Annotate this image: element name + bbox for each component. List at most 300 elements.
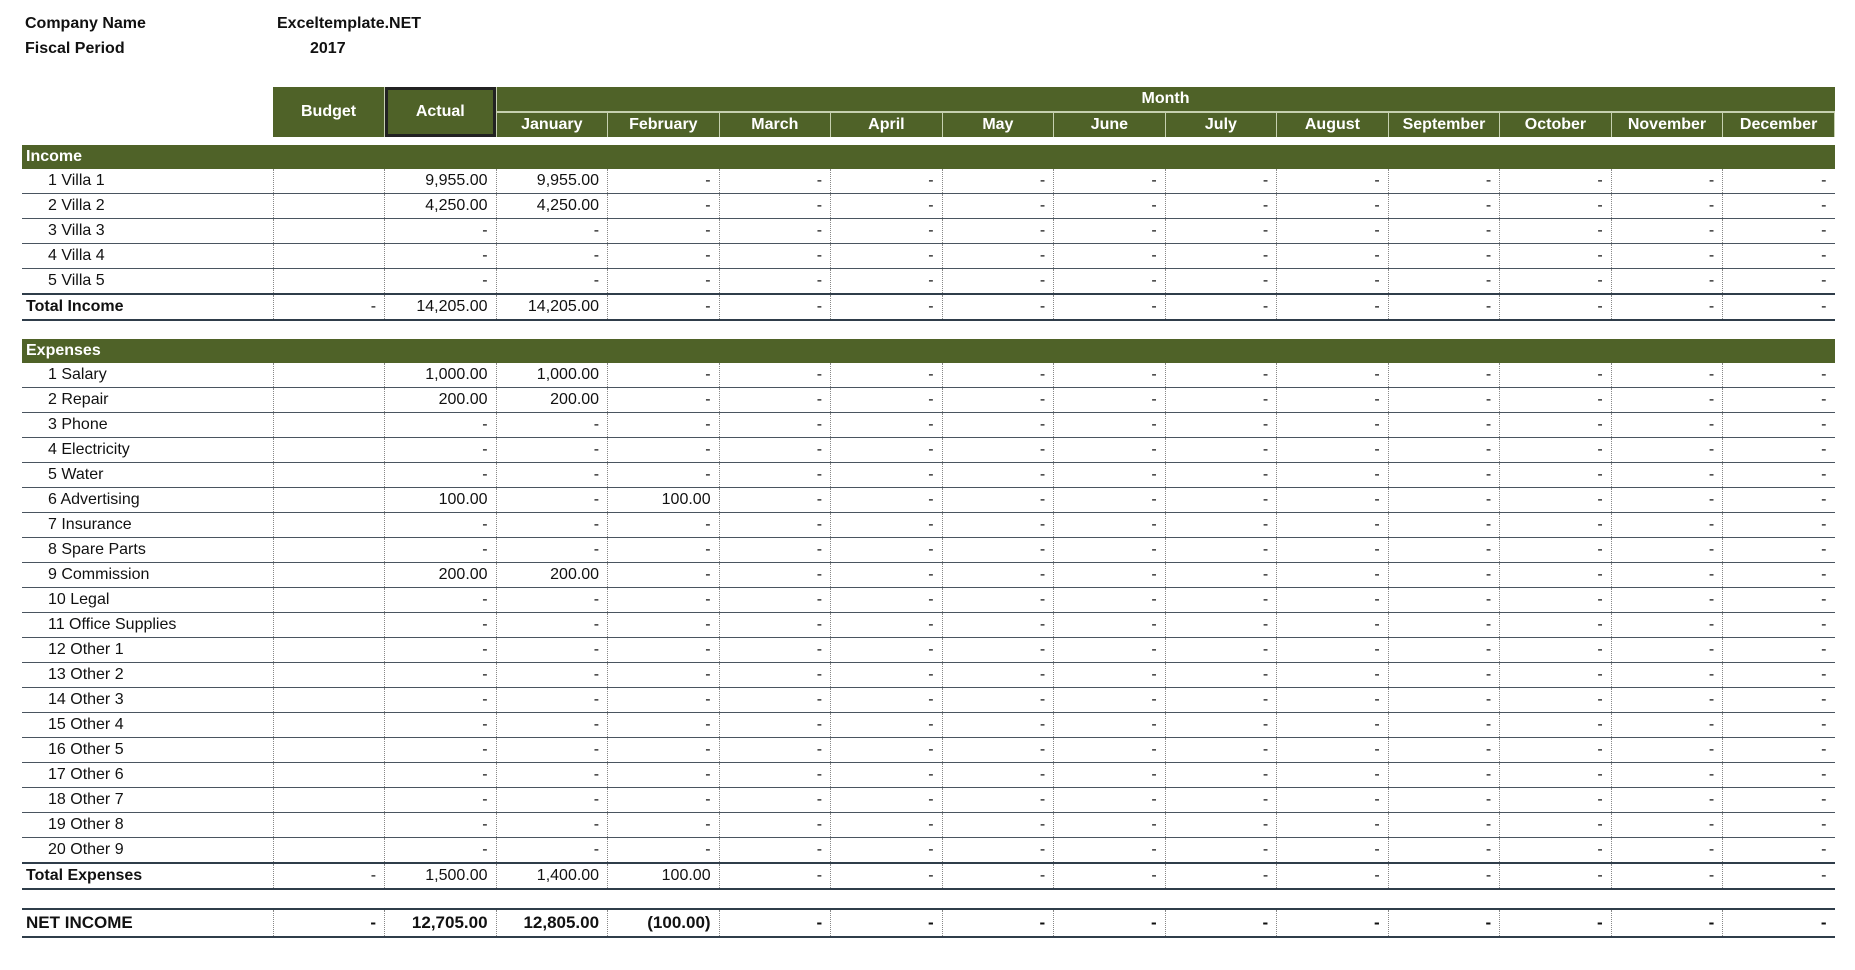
value-cell[interactable]: 1,000.00 bbox=[496, 363, 608, 388]
value-cell[interactable]: - bbox=[1054, 169, 1166, 194]
budget-header[interactable]: Budget bbox=[273, 87, 385, 137]
value-cell[interactable]: 100.00 bbox=[608, 488, 720, 513]
value-cell[interactable]: - bbox=[608, 169, 720, 194]
value-cell[interactable]: - bbox=[1611, 688, 1723, 713]
value-cell[interactable]: - bbox=[1723, 294, 1835, 320]
value-cell[interactable]: - bbox=[831, 269, 943, 295]
value-cell[interactable]: - bbox=[385, 269, 497, 295]
value-cell[interactable]: - bbox=[831, 713, 943, 738]
value-cell[interactable]: - bbox=[496, 788, 608, 813]
value-cell[interactable]: - bbox=[1277, 194, 1389, 219]
value-cell[interactable]: - bbox=[1500, 169, 1612, 194]
value-cell[interactable]: - bbox=[608, 363, 720, 388]
value-cell[interactable]: - bbox=[1611, 538, 1723, 563]
value-cell[interactable] bbox=[273, 713, 385, 738]
value-cell[interactable]: - bbox=[1388, 194, 1500, 219]
value-cell[interactable]: - bbox=[1723, 194, 1835, 219]
value-cell[interactable]: - bbox=[1723, 538, 1835, 563]
value-cell[interactable]: - bbox=[1277, 838, 1389, 864]
value-cell[interactable]: - bbox=[942, 663, 1054, 688]
value-cell[interactable]: - bbox=[1277, 563, 1389, 588]
month-header[interactable]: Month bbox=[496, 87, 1834, 112]
value-cell[interactable]: - bbox=[1500, 294, 1612, 320]
value-cell[interactable]: - bbox=[608, 294, 720, 320]
value-cell[interactable]: - bbox=[496, 713, 608, 738]
value-cell[interactable]: - bbox=[1054, 488, 1166, 513]
value-cell[interactable]: - bbox=[1723, 763, 1835, 788]
value-cell[interactable]: - bbox=[1723, 513, 1835, 538]
value-cell[interactable]: - bbox=[385, 513, 497, 538]
value-cell[interactable]: - bbox=[1165, 688, 1277, 713]
value-cell[interactable]: - bbox=[1611, 513, 1723, 538]
value-cell[interactable]: - bbox=[942, 563, 1054, 588]
company-name-value[interactable]: Exceltemplate.NET bbox=[277, 15, 422, 32]
value-cell[interactable]: - bbox=[1388, 713, 1500, 738]
value-cell[interactable]: 200.00 bbox=[496, 563, 608, 588]
value-cell[interactable]: - bbox=[719, 638, 831, 663]
value-cell[interactable]: - bbox=[385, 763, 497, 788]
value-cell[interactable]: - bbox=[1611, 788, 1723, 813]
value-cell[interactable] bbox=[273, 269, 385, 295]
value-cell[interactable]: - bbox=[1611, 663, 1723, 688]
month-header-october[interactable]: October bbox=[1500, 112, 1612, 137]
value-cell[interactable]: - bbox=[1388, 488, 1500, 513]
value-cell[interactable]: - bbox=[385, 219, 497, 244]
value-cell[interactable]: 4,250.00 bbox=[385, 194, 497, 219]
value-cell[interactable]: - bbox=[719, 563, 831, 588]
value-cell[interactable] bbox=[273, 169, 385, 194]
value-cell[interactable]: - bbox=[608, 413, 720, 438]
value-cell[interactable]: - bbox=[1388, 813, 1500, 838]
value-cell[interactable]: - bbox=[1611, 588, 1723, 613]
value-cell[interactable]: - bbox=[608, 788, 720, 813]
value-cell[interactable] bbox=[273, 763, 385, 788]
value-cell[interactable]: - bbox=[1054, 638, 1166, 663]
value-cell[interactable] bbox=[273, 688, 385, 713]
value-cell[interactable]: - bbox=[385, 613, 497, 638]
value-cell[interactable]: - bbox=[1611, 463, 1723, 488]
value-cell[interactable]: - bbox=[1277, 763, 1389, 788]
value-cell[interactable]: - bbox=[608, 613, 720, 638]
value-cell[interactable]: - bbox=[719, 294, 831, 320]
value-cell[interactable]: - bbox=[1054, 294, 1166, 320]
value-cell[interactable]: - bbox=[942, 613, 1054, 638]
value-cell[interactable]: - bbox=[1277, 244, 1389, 269]
value-cell[interactable]: - bbox=[385, 788, 497, 813]
value-cell[interactable]: - bbox=[831, 638, 943, 663]
value-cell[interactable]: - bbox=[1165, 863, 1277, 889]
value-cell[interactable]: - bbox=[1277, 863, 1389, 889]
value-cell[interactable]: - bbox=[1165, 363, 1277, 388]
value-cell[interactable]: 14,205.00 bbox=[496, 294, 608, 320]
value-cell[interactable]: 12,805.00 bbox=[496, 909, 608, 937]
value-cell[interactable]: - bbox=[1500, 194, 1612, 219]
value-cell[interactable]: - bbox=[496, 538, 608, 563]
value-cell[interactable]: - bbox=[1388, 513, 1500, 538]
value-cell[interactable]: - bbox=[1165, 663, 1277, 688]
month-header-august[interactable]: August bbox=[1277, 112, 1389, 137]
value-cell[interactable]: - bbox=[1277, 638, 1389, 663]
value-cell[interactable]: - bbox=[1388, 413, 1500, 438]
value-cell[interactable]: - bbox=[719, 688, 831, 713]
value-cell[interactable]: - bbox=[1388, 688, 1500, 713]
value-cell[interactable]: - bbox=[942, 413, 1054, 438]
value-cell[interactable]: - bbox=[273, 863, 385, 889]
value-cell[interactable]: - bbox=[1723, 863, 1835, 889]
value-cell[interactable]: - bbox=[1388, 638, 1500, 663]
value-cell[interactable]: - bbox=[942, 244, 1054, 269]
month-header-july[interactable]: July bbox=[1165, 112, 1277, 137]
value-cell[interactable]: - bbox=[831, 413, 943, 438]
value-cell[interactable]: - bbox=[942, 688, 1054, 713]
month-header-december[interactable]: December bbox=[1723, 112, 1835, 137]
value-cell[interactable]: - bbox=[608, 588, 720, 613]
value-cell[interactable]: - bbox=[608, 513, 720, 538]
value-cell[interactable]: - bbox=[385, 538, 497, 563]
value-cell[interactable]: - bbox=[1500, 588, 1612, 613]
month-header-may[interactable]: May bbox=[942, 112, 1054, 137]
value-cell[interactable]: - bbox=[831, 763, 943, 788]
value-cell[interactable]: - bbox=[1388, 294, 1500, 320]
value-cell[interactable]: - bbox=[1277, 513, 1389, 538]
value-cell[interactable]: - bbox=[1388, 563, 1500, 588]
value-cell[interactable]: - bbox=[1611, 413, 1723, 438]
month-header-november[interactable]: November bbox=[1611, 112, 1723, 137]
value-cell[interactable]: - bbox=[831, 838, 943, 864]
value-cell[interactable]: - bbox=[831, 663, 943, 688]
value-cell[interactable] bbox=[273, 388, 385, 413]
value-cell[interactable]: - bbox=[1277, 219, 1389, 244]
value-cell[interactable]: 9,955.00 bbox=[385, 169, 497, 194]
value-cell[interactable]: - bbox=[385, 838, 497, 864]
value-cell[interactable]: - bbox=[719, 788, 831, 813]
value-cell[interactable]: - bbox=[608, 269, 720, 295]
value-cell[interactable] bbox=[273, 194, 385, 219]
value-cell[interactable]: - bbox=[1054, 688, 1166, 713]
value-cell[interactable]: - bbox=[831, 219, 943, 244]
value-cell[interactable] bbox=[273, 638, 385, 663]
value-cell[interactable]: - bbox=[496, 688, 608, 713]
value-cell[interactable]: - bbox=[942, 763, 1054, 788]
value-cell[interactable]: - bbox=[1054, 538, 1166, 563]
value-cell[interactable]: - bbox=[719, 538, 831, 563]
value-cell[interactable]: - bbox=[385, 438, 497, 463]
value-cell[interactable]: - bbox=[1054, 388, 1166, 413]
value-cell[interactable]: - bbox=[831, 688, 943, 713]
value-cell[interactable]: - bbox=[1500, 488, 1612, 513]
value-cell[interactable]: - bbox=[942, 588, 1054, 613]
value-cell[interactable] bbox=[273, 219, 385, 244]
value-cell[interactable]: - bbox=[942, 788, 1054, 813]
value-cell[interactable]: - bbox=[1165, 413, 1277, 438]
value-cell[interactable]: - bbox=[1277, 413, 1389, 438]
value-cell[interactable]: - bbox=[1277, 788, 1389, 813]
value-cell[interactable]: - bbox=[1611, 909, 1723, 937]
value-cell[interactable]: 1,000.00 bbox=[385, 363, 497, 388]
value-cell[interactable]: - bbox=[1054, 663, 1166, 688]
value-cell[interactable]: - bbox=[719, 738, 831, 763]
value-cell[interactable]: - bbox=[1500, 909, 1612, 937]
value-cell[interactable]: - bbox=[1723, 244, 1835, 269]
month-header-april[interactable]: April bbox=[831, 112, 943, 137]
value-cell[interactable]: - bbox=[942, 194, 1054, 219]
value-cell[interactable]: - bbox=[608, 663, 720, 688]
value-cell[interactable]: - bbox=[1611, 838, 1723, 864]
value-cell[interactable]: - bbox=[1054, 713, 1166, 738]
value-cell[interactable]: - bbox=[942, 219, 1054, 244]
value-cell[interactable]: - bbox=[719, 244, 831, 269]
value-cell[interactable] bbox=[273, 538, 385, 563]
value-cell[interactable]: - bbox=[1165, 269, 1277, 295]
value-cell[interactable]: - bbox=[719, 588, 831, 613]
value-cell[interactable]: - bbox=[273, 294, 385, 320]
value-cell[interactable]: - bbox=[496, 588, 608, 613]
value-cell[interactable]: - bbox=[496, 638, 608, 663]
value-cell[interactable]: - bbox=[719, 463, 831, 488]
fiscal-period-value[interactable]: 2017 bbox=[310, 40, 346, 57]
value-cell[interactable]: - bbox=[1723, 413, 1835, 438]
value-cell[interactable]: 9,955.00 bbox=[496, 169, 608, 194]
value-cell[interactable]: - bbox=[1277, 169, 1389, 194]
value-cell[interactable]: - bbox=[608, 738, 720, 763]
value-cell[interactable]: - bbox=[831, 438, 943, 463]
value-cell[interactable]: - bbox=[1500, 538, 1612, 563]
value-cell[interactable]: - bbox=[608, 813, 720, 838]
value-cell[interactable]: - bbox=[1723, 909, 1835, 937]
value-cell[interactable]: - bbox=[831, 909, 943, 937]
month-header-september[interactable]: September bbox=[1388, 112, 1500, 137]
value-cell[interactable]: - bbox=[1723, 219, 1835, 244]
value-cell[interactable]: - bbox=[1611, 488, 1723, 513]
value-cell[interactable]: - bbox=[608, 763, 720, 788]
value-cell[interactable]: - bbox=[831, 244, 943, 269]
value-cell[interactable]: - bbox=[1611, 638, 1723, 663]
value-cell[interactable]: - bbox=[1723, 588, 1835, 613]
value-cell[interactable]: - bbox=[1723, 269, 1835, 295]
value-cell[interactable]: - bbox=[1723, 463, 1835, 488]
value-cell[interactable]: - bbox=[1723, 688, 1835, 713]
value-cell[interactable]: - bbox=[1500, 838, 1612, 864]
value-cell[interactable]: - bbox=[719, 663, 831, 688]
value-cell[interactable]: - bbox=[719, 269, 831, 295]
value-cell[interactable]: - bbox=[942, 363, 1054, 388]
value-cell[interactable]: - bbox=[1611, 763, 1723, 788]
value-cell[interactable]: - bbox=[719, 863, 831, 889]
value-cell[interactable]: - bbox=[942, 909, 1054, 937]
value-cell[interactable]: - bbox=[496, 813, 608, 838]
value-cell[interactable]: - bbox=[1611, 194, 1723, 219]
month-header-january[interactable]: January bbox=[496, 112, 608, 137]
value-cell[interactable]: - bbox=[1723, 488, 1835, 513]
value-cell[interactable]: - bbox=[1611, 738, 1723, 763]
value-cell[interactable]: 1,400.00 bbox=[496, 863, 608, 889]
value-cell[interactable]: - bbox=[1500, 219, 1612, 244]
value-cell[interactable]: - bbox=[1723, 663, 1835, 688]
value-cell[interactable]: - bbox=[1165, 169, 1277, 194]
value-cell[interactable]: - bbox=[831, 813, 943, 838]
value-cell[interactable]: - bbox=[1723, 813, 1835, 838]
value-cell[interactable]: - bbox=[1388, 738, 1500, 763]
value-cell[interactable]: - bbox=[1054, 513, 1166, 538]
value-cell[interactable]: - bbox=[1165, 538, 1277, 563]
value-cell[interactable]: - bbox=[831, 169, 943, 194]
value-cell[interactable]: - bbox=[1277, 294, 1389, 320]
value-cell[interactable]: 1,500.00 bbox=[385, 863, 497, 889]
value-cell[interactable]: - bbox=[385, 813, 497, 838]
value-cell[interactable]: - bbox=[1054, 244, 1166, 269]
value-cell[interactable]: - bbox=[496, 738, 608, 763]
value-cell[interactable]: - bbox=[1500, 813, 1612, 838]
value-cell[interactable]: - bbox=[719, 763, 831, 788]
value-cell[interactable]: - bbox=[1723, 738, 1835, 763]
value-cell[interactable]: - bbox=[1611, 294, 1723, 320]
value-cell[interactable]: - bbox=[1500, 663, 1612, 688]
value-cell[interactable]: - bbox=[1277, 738, 1389, 763]
value-cell[interactable]: - bbox=[1165, 294, 1277, 320]
value-cell[interactable]: - bbox=[608, 244, 720, 269]
value-cell[interactable]: - bbox=[1277, 269, 1389, 295]
value-cell[interactable]: - bbox=[1611, 613, 1723, 638]
value-cell[interactable]: - bbox=[1054, 563, 1166, 588]
value-cell[interactable]: - bbox=[608, 538, 720, 563]
value-cell[interactable]: - bbox=[1388, 438, 1500, 463]
value-cell[interactable]: - bbox=[831, 588, 943, 613]
value-cell[interactable]: - bbox=[1388, 463, 1500, 488]
value-cell[interactable]: 200.00 bbox=[496, 388, 608, 413]
value-cell[interactable]: - bbox=[831, 538, 943, 563]
value-cell[interactable]: - bbox=[719, 813, 831, 838]
value-cell[interactable]: - bbox=[1388, 663, 1500, 688]
value-cell[interactable]: 12,705.00 bbox=[385, 909, 497, 937]
value-cell[interactable]: - bbox=[831, 463, 943, 488]
value-cell[interactable]: - bbox=[1054, 269, 1166, 295]
value-cell[interactable]: - bbox=[831, 363, 943, 388]
value-cell[interactable]: - bbox=[831, 388, 943, 413]
value-cell[interactable]: - bbox=[1165, 438, 1277, 463]
value-cell[interactable]: - bbox=[719, 838, 831, 864]
value-cell[interactable]: - bbox=[1388, 269, 1500, 295]
value-cell[interactable]: - bbox=[496, 513, 608, 538]
value-cell[interactable]: - bbox=[1165, 588, 1277, 613]
value-cell[interactable]: 100.00 bbox=[385, 488, 497, 513]
value-cell[interactable] bbox=[273, 813, 385, 838]
value-cell[interactable]: - bbox=[385, 688, 497, 713]
value-cell[interactable]: - bbox=[385, 588, 497, 613]
value-cell[interactable]: - bbox=[1054, 363, 1166, 388]
value-cell[interactable]: - bbox=[496, 413, 608, 438]
value-cell[interactable] bbox=[273, 738, 385, 763]
value-cell[interactable]: - bbox=[608, 194, 720, 219]
value-cell[interactable] bbox=[273, 513, 385, 538]
value-cell[interactable]: - bbox=[1723, 563, 1835, 588]
value-cell[interactable]: - bbox=[1611, 813, 1723, 838]
value-cell[interactable]: - bbox=[496, 613, 608, 638]
value-cell[interactable]: - bbox=[1165, 738, 1277, 763]
value-cell[interactable]: - bbox=[1165, 463, 1277, 488]
value-cell[interactable]: - bbox=[942, 638, 1054, 663]
value-cell[interactable]: - bbox=[1054, 438, 1166, 463]
month-header-february[interactable]: February bbox=[608, 112, 720, 137]
value-cell[interactable]: - bbox=[1165, 488, 1277, 513]
value-cell[interactable] bbox=[273, 413, 385, 438]
value-cell[interactable]: - bbox=[1165, 388, 1277, 413]
value-cell[interactable] bbox=[273, 838, 385, 864]
value-cell[interactable]: - bbox=[719, 513, 831, 538]
value-cell[interactable]: - bbox=[1277, 713, 1389, 738]
value-cell[interactable]: - bbox=[942, 513, 1054, 538]
value-cell[interactable]: - bbox=[1611, 363, 1723, 388]
value-cell[interactable]: - bbox=[1500, 388, 1612, 413]
value-cell[interactable]: - bbox=[496, 663, 608, 688]
value-cell[interactable]: - bbox=[942, 863, 1054, 889]
value-cell[interactable]: - bbox=[496, 269, 608, 295]
value-cell[interactable]: - bbox=[942, 294, 1054, 320]
value-cell[interactable]: - bbox=[496, 244, 608, 269]
value-cell[interactable]: - bbox=[719, 909, 831, 937]
value-cell[interactable]: - bbox=[1054, 788, 1166, 813]
value-cell[interactable]: - bbox=[1723, 363, 1835, 388]
value-cell[interactable]: - bbox=[1165, 638, 1277, 663]
value-cell[interactable]: - bbox=[942, 738, 1054, 763]
value-cell[interactable]: - bbox=[1500, 269, 1612, 295]
value-cell[interactable]: - bbox=[1054, 219, 1166, 244]
value-cell[interactable]: - bbox=[719, 363, 831, 388]
value-cell[interactable]: - bbox=[1500, 863, 1612, 889]
value-cell[interactable]: - bbox=[1165, 813, 1277, 838]
value-cell[interactable]: - bbox=[1388, 788, 1500, 813]
month-header-june[interactable]: June bbox=[1054, 112, 1166, 137]
value-cell[interactable]: - bbox=[831, 294, 943, 320]
value-cell[interactable]: - bbox=[1165, 219, 1277, 244]
value-cell[interactable]: - bbox=[1388, 909, 1500, 937]
value-cell[interactable]: - bbox=[1054, 813, 1166, 838]
value-cell[interactable]: 200.00 bbox=[385, 563, 497, 588]
value-cell[interactable]: - bbox=[1054, 909, 1166, 937]
value-cell[interactable]: - bbox=[1277, 438, 1389, 463]
value-cell[interactable]: - bbox=[608, 463, 720, 488]
value-cell[interactable] bbox=[273, 788, 385, 813]
value-cell[interactable] bbox=[273, 363, 385, 388]
value-cell[interactable]: - bbox=[719, 219, 831, 244]
value-cell[interactable]: - bbox=[1388, 244, 1500, 269]
value-cell[interactable]: - bbox=[385, 463, 497, 488]
value-cell[interactable]: - bbox=[1500, 738, 1612, 763]
value-cell[interactable]: - bbox=[1611, 169, 1723, 194]
value-cell[interactable]: (100.00) bbox=[608, 909, 720, 937]
value-cell[interactable]: - bbox=[1054, 613, 1166, 638]
value-cell[interactable]: - bbox=[608, 638, 720, 663]
value-cell[interactable]: - bbox=[1277, 463, 1389, 488]
value-cell[interactable]: - bbox=[831, 788, 943, 813]
value-cell[interactable]: - bbox=[942, 838, 1054, 864]
value-cell[interactable]: - bbox=[1054, 588, 1166, 613]
value-cell[interactable]: - bbox=[1723, 438, 1835, 463]
value-cell[interactable]: - bbox=[385, 663, 497, 688]
value-cell[interactable]: - bbox=[1723, 169, 1835, 194]
value-cell[interactable]: - bbox=[1277, 538, 1389, 563]
value-cell[interactable]: - bbox=[1165, 788, 1277, 813]
value-cell[interactable]: - bbox=[496, 488, 608, 513]
value-cell[interactable]: - bbox=[719, 713, 831, 738]
value-cell[interactable]: - bbox=[1500, 688, 1612, 713]
value-cell[interactable]: - bbox=[1611, 863, 1723, 889]
value-cell[interactable]: - bbox=[942, 538, 1054, 563]
value-cell[interactable]: - bbox=[719, 413, 831, 438]
value-cell[interactable]: - bbox=[385, 244, 497, 269]
value-cell[interactable]: - bbox=[1388, 169, 1500, 194]
value-cell[interactable]: - bbox=[1388, 538, 1500, 563]
value-cell[interactable] bbox=[273, 588, 385, 613]
